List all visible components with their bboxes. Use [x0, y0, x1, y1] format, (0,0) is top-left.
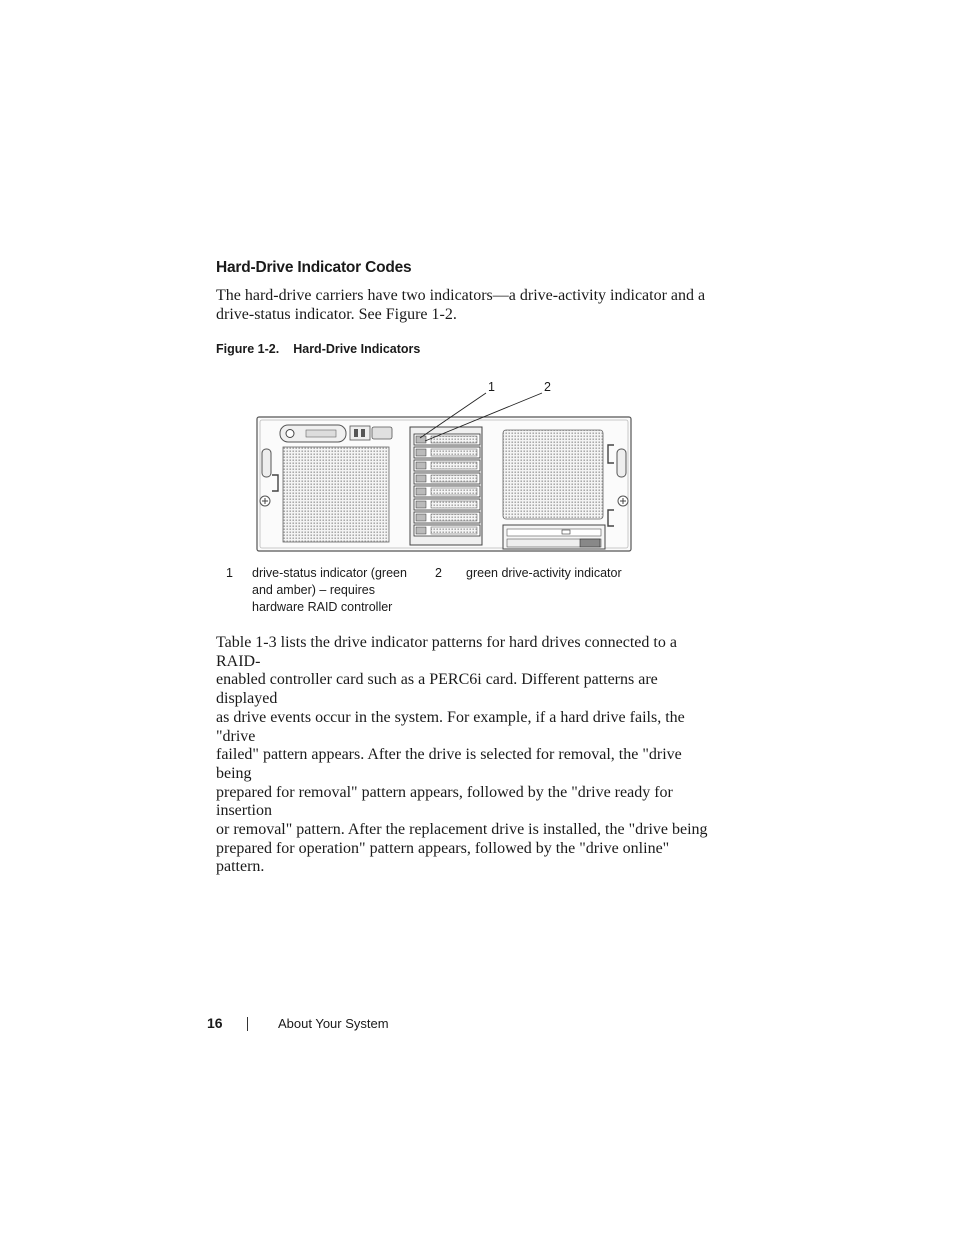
- right-vent-grill: [503, 430, 603, 519]
- body-line: failed" pattern appears. After the drive is selected for removal, the "drive being: [216, 746, 682, 782]
- body-line: Table 1-3 lists the drive indicator patterns for hard drives connected to a RAID-: [216, 634, 677, 670]
- legend-text-line: and amber) – requires: [252, 583, 375, 597]
- callout-1-label: 1: [488, 380, 495, 394]
- body-line: enabled controller card such as a PERC6i card. Different patterns are displayed: [216, 671, 658, 708]
- intro-paragraph: [216, 286, 716, 324]
- lcd-display: [306, 430, 336, 437]
- figure-caption: [216, 342, 420, 356]
- left-handle: [262, 449, 271, 477]
- body-line: as drive events occur in the system. For example, if a hard drive fails, the "drive: [216, 708, 685, 745]
- power-button: [286, 430, 294, 438]
- left-vent-grill: [283, 447, 389, 542]
- usb-ports: [350, 426, 370, 440]
- server-illustration-svg: [250, 375, 640, 560]
- legend-number: 1: [226, 566, 233, 580]
- figure-label: Figure 1-2.: [216, 342, 280, 356]
- footer-separator: [247, 1017, 248, 1031]
- server-front-panel-illustration: [250, 375, 640, 560]
- page-number: 16: [207, 1015, 223, 1031]
- body-line: or removal" pattern. After the replacement drive is installed, the "drive being: [216, 821, 708, 839]
- callout-2-label: 2: [544, 380, 551, 394]
- figure-title: Hard-Drive Indicators: [293, 342, 421, 356]
- section-heading: Hard-Drive Indicator Codes: [216, 259, 412, 276]
- legend-number: 2: [435, 566, 442, 580]
- intro-line: drive-status indicator. See Figure 1-2.: [216, 306, 457, 323]
- legend-text-line: hardware RAID controller: [252, 600, 393, 614]
- footer-title: About Your System: [278, 1016, 389, 1031]
- body-line: prepared for operation" pattern appears, followed by the "drive online" pattern.: [216, 839, 670, 876]
- intro-line: The hard-drive carriers have two indicators—a drive-activity indicator and a: [216, 287, 706, 304]
- legend-text-line: green drive-activity indicator: [466, 566, 622, 580]
- right-handle: [617, 449, 626, 477]
- video-port: [372, 427, 392, 439]
- body-line: prepared for removal" pattern appears, followed by the "drive ready for insertion: [216, 783, 673, 820]
- body-paragraph: [216, 634, 716, 877]
- legend-text-line: drive-status indicator (green: [252, 566, 407, 580]
